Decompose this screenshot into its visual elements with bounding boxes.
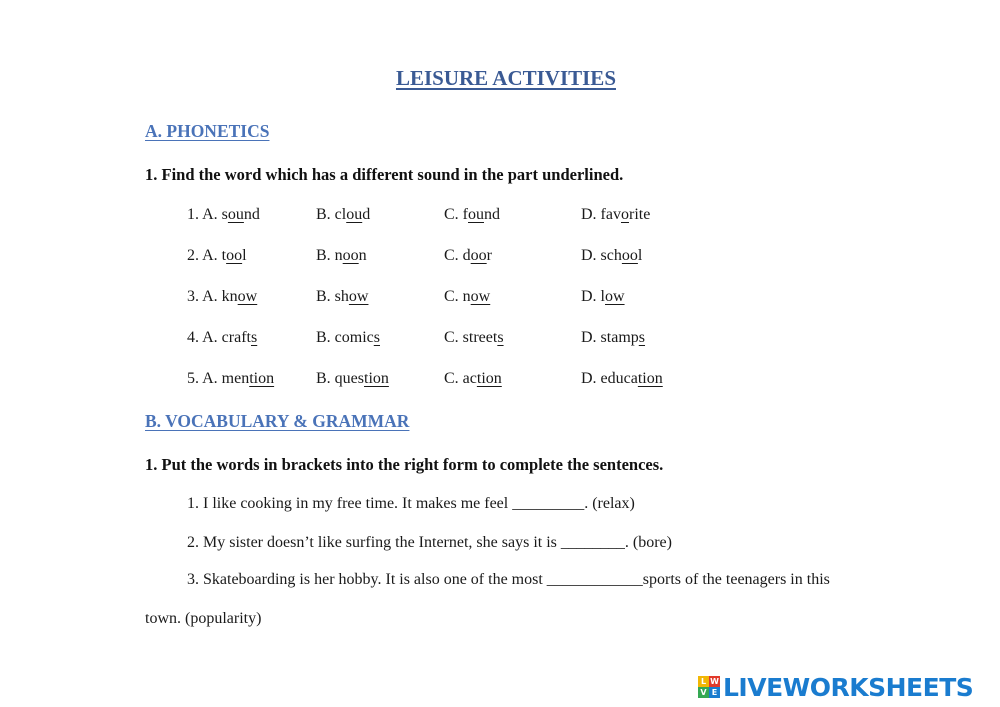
option-2-d: D. school: [581, 247, 643, 264]
option-5-d: D. education: [581, 370, 663, 387]
option-5-c: C. action: [444, 370, 502, 387]
logo-tile: E: [709, 687, 720, 698]
option-2-a: 2. A. tool: [187, 247, 247, 264]
option-1-a: 1. A. sound: [187, 206, 260, 223]
option-4-a: 4. A. crafts: [187, 329, 258, 346]
section-b-task: 1. Put the words in brackets into the right form to complete the sentences.: [145, 455, 664, 474]
option-2-c: C. door: [444, 247, 492, 264]
sentence-2: 2. My sister doesn’t like surfing the Internet, she says it is ________. (bore): [187, 534, 672, 551]
underlined-part: ow: [470, 288, 491, 305]
underlined-part: ou: [346, 206, 363, 223]
underlined-part: ow: [237, 288, 258, 305]
underlined-part: s: [497, 329, 504, 346]
underlined-part: o: [620, 206, 629, 223]
logo-tile: V: [698, 687, 709, 698]
underlined-part: tion: [637, 370, 663, 387]
underlined-part: oo: [470, 247, 487, 264]
option-4-b: B. comics: [316, 329, 380, 346]
option-3-c: C. now: [444, 288, 491, 305]
option-3-d: D. low: [581, 288, 625, 305]
sentence-3-continued: town. (popularity): [145, 610, 262, 627]
underlined-part: s: [638, 329, 646, 346]
logo-tile: W: [710, 677, 719, 686]
page-title: LEISURE ACTIVITIES: [395, 66, 616, 90]
logo-tile: L: [698, 676, 709, 687]
underlined-part: tion: [364, 370, 389, 387]
option-1-c: C. found: [444, 206, 500, 223]
underlined-part: oo: [342, 247, 359, 264]
option-1-b: B. cloud: [316, 206, 371, 223]
underlined-part: oo: [621, 247, 638, 264]
sentence-1: 1. I like cooking in my free time. It makes me feel _________. (relax): [187, 495, 635, 512]
option-4-c: C. streets: [444, 329, 504, 346]
logo-text: LIVEWORKSHEETS: [723, 672, 974, 702]
section-a-heading: A. PHONETICS: [145, 121, 270, 141]
underlined-part: ou: [227, 206, 244, 223]
option-5-a: 5. A. mention: [187, 370, 275, 387]
underlined-part: ou: [468, 206, 484, 223]
underlined-part: s: [250, 329, 258, 346]
section-b-heading: B. VOCABULARY & GRAMMAR: [145, 411, 410, 431]
sentence-3: 3. Skateboarding is her hobby. It is also one of the most ____________sports of the teenagers in this: [187, 571, 830, 588]
option-3-a: 3. A. know: [187, 288, 258, 305]
logo-mark-icon: [698, 676, 720, 698]
option-1-d: D. favorite: [581, 206, 651, 223]
option-2-b: B. noon: [316, 247, 367, 264]
underlined-part: ow: [605, 288, 625, 305]
underlined-part: tion: [249, 370, 275, 387]
underlined-part: ow: [348, 288, 369, 305]
option-4-d: D. stamps: [581, 329, 646, 346]
section-a-task: 1. Find the word which has a different sound in the part underlined.: [145, 165, 624, 184]
liveworksheets-logo: [698, 672, 973, 702]
option-5-b: B. question: [316, 370, 389, 387]
underlined-part: tion: [476, 370, 502, 387]
underlined-part: oo: [226, 247, 243, 264]
option-3-b: B. show: [316, 288, 369, 305]
underlined-part: s: [373, 329, 380, 346]
